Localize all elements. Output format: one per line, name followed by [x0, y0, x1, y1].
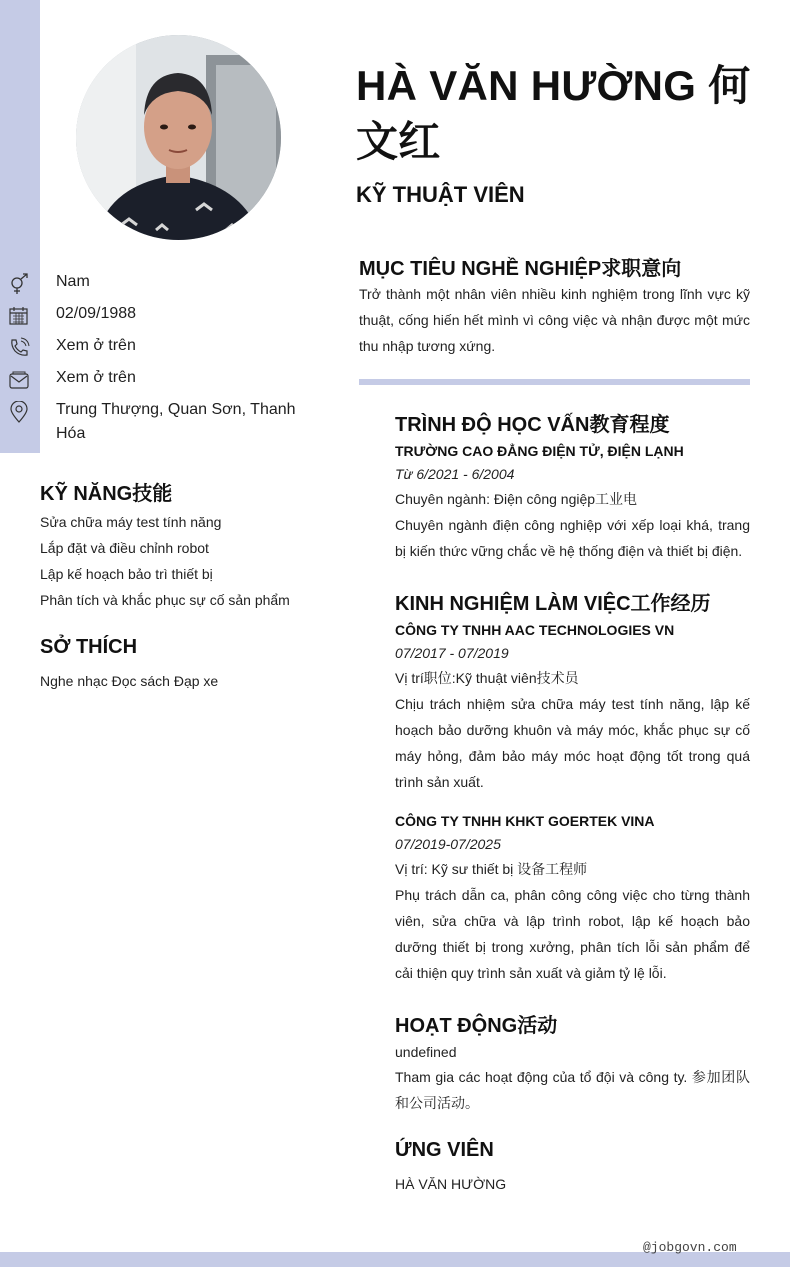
activities-first-line: undefined: [395, 1044, 457, 1060]
address-text: Trung Thượng, Quan Sơn, Thanh Hóa: [56, 401, 296, 442]
education-period: Từ 6/2021 - 6/2004: [395, 466, 515, 482]
avatar: [76, 35, 281, 240]
watermark: @jobgovn.com: [643, 1240, 737, 1255]
phone-text: Xem ở trên: [56, 337, 136, 354]
candidate-name: HÀ VĂN HƯỜNG: [395, 1176, 507, 1192]
job-period: 07/2019-07/2025: [395, 836, 501, 852]
location-icon: [8, 401, 30, 423]
birthdate-text: 02/09/1988: [56, 305, 137, 322]
job-position: Vị trí职位:Kỹ thuật viên技术员: [395, 670, 579, 686]
skill-item: Lắp đặt và điều chỉnh robot: [40, 540, 209, 556]
job-period: 07/2017 - 07/2019: [395, 645, 509, 661]
skills-title: KỸ NĂNG技能: [40, 483, 173, 505]
objective-title: MỤC TIÊU NGHỀ NGHIỆP求职意向: [359, 258, 682, 280]
gender-text: Nam: [56, 273, 90, 290]
activities-title: HOẠT ĐỘNG活动: [395, 1015, 558, 1037]
skill-item: Sửa chữa máy test tính năng: [40, 514, 222, 530]
company-name: CÔNG TY TNHH KHKT GOERTEK VINA: [395, 813, 655, 829]
section-divider: [359, 379, 750, 385]
phone-icon: [8, 337, 30, 359]
activities-text: Tham gia các hoạt động của tổ đội và công ty. 参加团队和公司活动。: [395, 1069, 750, 1111]
calendar-icon: [8, 305, 30, 327]
candidate-title: ỨNG VIÊN: [395, 1139, 494, 1161]
candidate-name-heading: HÀ VĂN HƯỜNG 何文红: [356, 62, 751, 165]
hobbies-title: SỞ THÍCH: [40, 636, 138, 658]
education-major: Chuyên ngành: Điện công ngiệp工业电: [395, 491, 638, 507]
experience-title: KINH NGHIỆM LÀM VIỆC工作经历: [395, 593, 711, 615]
email-text: Xem ở trên: [56, 369, 136, 386]
education-desc: Chuyên ngành điện công nghiệp với xếp loại khá, trang bị kiến thức vững chắc về hệ thống điện và thiết bị điện.: [395, 517, 750, 559]
mail-icon: [8, 369, 30, 391]
objective-text: Trở thành một nhân viên nhiều kinh nghiệm trong lĩnh vực kỹ thuật, cống hiến hết mình vì công việc và nhận được một mức thu nhập tương xứng.: [359, 286, 750, 354]
company-name: CÔNG TY TNHH AAC TECHNOLOGIES VN: [395, 622, 675, 638]
hobbies-text: Nghe nhạc Đọc sách Đạp xe: [40, 673, 219, 689]
skill-item: Phân tích và khắc phục sự cố sản phẩm: [40, 592, 290, 608]
skill-item: Lập kế hoạch bảo trì thiết bị: [40, 566, 213, 582]
education-title: TRÌNH ĐỘ HỌC VẤN教育程度: [395, 414, 670, 436]
job-position: Vị trí: Kỹ sư thiết bị 设备工程师: [395, 861, 588, 877]
job-title: KỸ THUẬT VIÊN: [356, 182, 525, 207]
school-name: TRƯỜNG CAO ĐẲNG ĐIỆN TỬ, ĐIỆN LẠNH: [395, 443, 684, 459]
job-desc: Phụ trách dẫn ca, phân công công việc cho từng thành viên, sửa chữa và lập trình robot, lập kế hoạch bảo dưỡng thiết bị trong xưởng, phân tích lỗi sản phẩm để cải thiện quy trình sản xuất và giảm tỷ lệ lỗi.: [395, 887, 750, 981]
gender-icon: [8, 273, 30, 295]
job-desc: Chịu trách nhiệm sửa chữa máy test tính năng, lập kế hoạch bảo dưỡng khuôn và máy móc, khắc phục sự cố máy hỏng, đảm bảo máy móc hoạt động tốt trong quá trình sản xuất.: [395, 696, 750, 790]
